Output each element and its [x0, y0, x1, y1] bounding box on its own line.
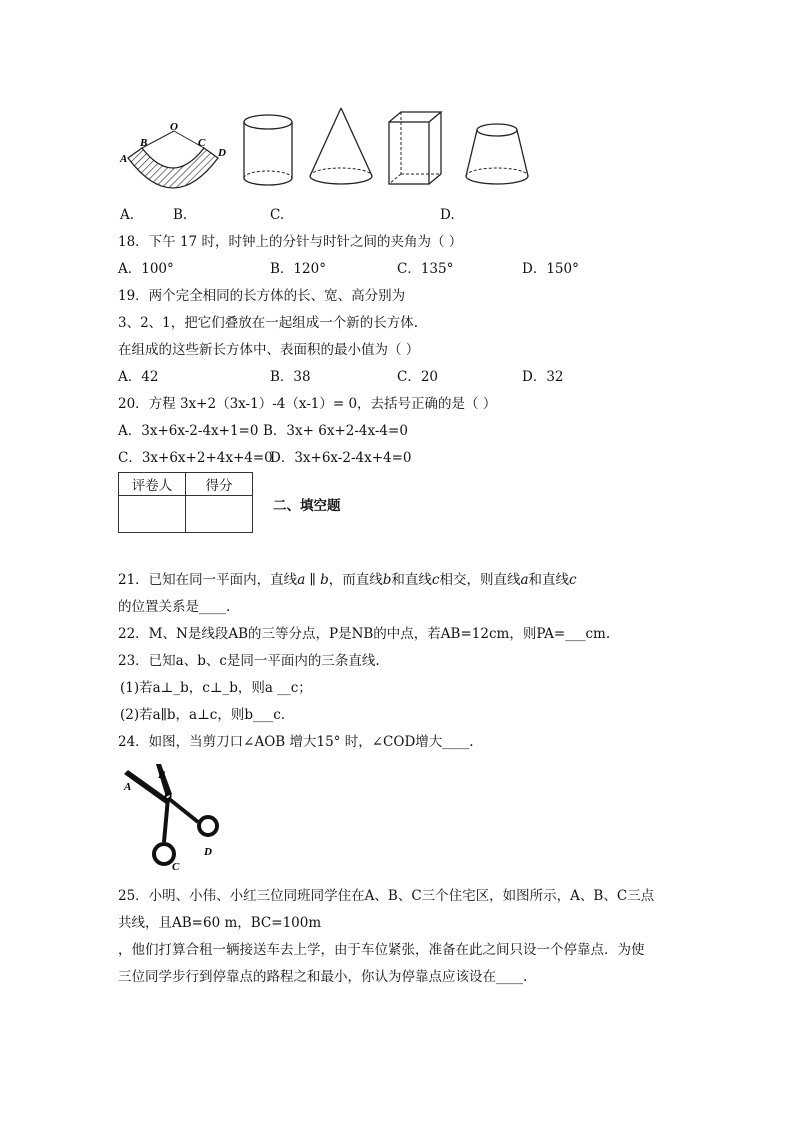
- q21-var-a2: a: [520, 572, 529, 588]
- q17-label-b: B: [140, 137, 148, 149]
- q21-text-mid1: ，而直线: [328, 572, 383, 588]
- q25-line-1: 25．小明、小伟、小红三位同班同学住在A、B、C三个住宅区，如图所示，A、B、C三点: [118, 888, 655, 904]
- q17-cone-figure: [306, 104, 376, 188]
- q21-text-mid2: 和直线: [391, 572, 432, 588]
- q18-option-b: B．120°: [270, 261, 326, 277]
- q17-option-c: C.: [270, 207, 285, 223]
- q17-label-c: C: [198, 137, 206, 149]
- q20-option-b: B．3x+ 6x+2-4x-4=0: [263, 423, 408, 439]
- q20-option-d: D．3x+6x-2-4x+4=0: [270, 450, 412, 466]
- q21-var-a: a: [297, 572, 306, 588]
- q23-sub-1: (1)若a⊥_b，c⊥_b，则a __c；: [120, 680, 312, 696]
- q23-sub-2: (2)若a∥b，a⊥c，则b___c.: [120, 707, 286, 723]
- q25-line-3: ，他们打算合租一辆接送车去上学，由于车位紧张，准备在此之间只设一个停靠点．为使: [118, 942, 645, 958]
- q17-label-o: O: [170, 121, 178, 133]
- q24-label-c: C: [172, 861, 180, 872]
- q17-label-a: A: [120, 153, 128, 165]
- q21-text-pre: 21．已知在同一平面内，直线: [118, 572, 298, 588]
- q18-stem: 18．下午 17 时，时钟上的分针与时针之间的夹角为（ ）: [118, 234, 463, 250]
- q19-line-1: 19．两个完全相同的长方体的长、宽、高分别为: [118, 288, 406, 304]
- q24-scissors-figure: [120, 760, 232, 872]
- q25-line-4: 三位同学步行到停靠点的路程之和最小，你认为停靠点应该设在____.: [118, 969, 528, 985]
- q21-var-c2: c: [569, 572, 577, 588]
- q20-option-a: A．3x+6x-2-4x+1=0: [118, 423, 259, 439]
- q17-option-b: B.: [173, 207, 188, 223]
- q17-prism-figure: [386, 108, 444, 188]
- q18-option-c: C．135°: [397, 261, 454, 277]
- q25-line-2: 共线，且AB=60 m，BC=100m: [118, 915, 322, 931]
- q24-label-a: A: [124, 781, 132, 793]
- q19-line-3: 在组成的这些新长方体中、表面积的最小值为（ ）: [118, 342, 420, 358]
- q17-option-d: D.: [440, 207, 455, 223]
- q24-label-o: O: [164, 791, 172, 803]
- q24-label-d: D: [204, 846, 212, 858]
- q24-label-b: B: [158, 769, 166, 781]
- q19-line-2: 3、2、1，把它们叠放在一起组成一个新的长方体.: [118, 315, 419, 331]
- q21-line-1: [118, 570, 577, 590]
- q19-option-a: A．42: [118, 369, 159, 385]
- q17-option-a: A.: [120, 207, 135, 223]
- score-cell-score[interactable]: [186, 496, 253, 533]
- q21-var-b: b: [320, 572, 329, 588]
- q17-frustum-figure: [462, 118, 532, 188]
- q20-option-c: C．3x+6x+2+4x+4=0: [118, 450, 273, 466]
- q21-text-mid3: 相交，则直线: [439, 572, 521, 588]
- q22-text: 22．M、N是线段AB的三等分点，P是NB的中点，若AB=12cm，则PA=___cm.: [118, 626, 611, 642]
- score-table: [118, 472, 253, 533]
- q21-var-b2: b: [382, 572, 392, 588]
- q21-line-2: 的位置关系是____.: [118, 599, 231, 615]
- q23-stem: 23．已知a、b、c是同一平面内的三条直线.: [118, 653, 380, 669]
- score-cell-grader[interactable]: [119, 496, 186, 533]
- q19-option-c: C．20: [397, 369, 439, 385]
- q19-option-d: D．32: [522, 369, 564, 385]
- score-header-grader: 评卷人: [119, 473, 186, 496]
- q18-option-d: D．150°: [522, 261, 579, 277]
- q21-text-mid4: 和直线: [528, 572, 570, 588]
- q20-stem: 20．方程 3x+2（3x-1）-4（x-1）= 0，去括号正确的是（ ）: [118, 396, 497, 412]
- q18-option-a: A．100°: [118, 261, 174, 277]
- q17-sector-figure: [118, 118, 230, 198]
- q21-parallel: ∥: [305, 572, 321, 588]
- score-header-score: 得分: [186, 473, 253, 496]
- q24-stem: 24．如图，当剪刀口∠AOB 增大15° 时，∠COD增大____.: [118, 734, 474, 750]
- section-heading: 二、填空题: [273, 498, 341, 514]
- q19-option-b: B．38: [270, 369, 311, 385]
- q17-cylinder-figure: [240, 112, 296, 188]
- q21-var-c: c: [431, 572, 440, 588]
- q17-label-d: D: [218, 147, 226, 159]
